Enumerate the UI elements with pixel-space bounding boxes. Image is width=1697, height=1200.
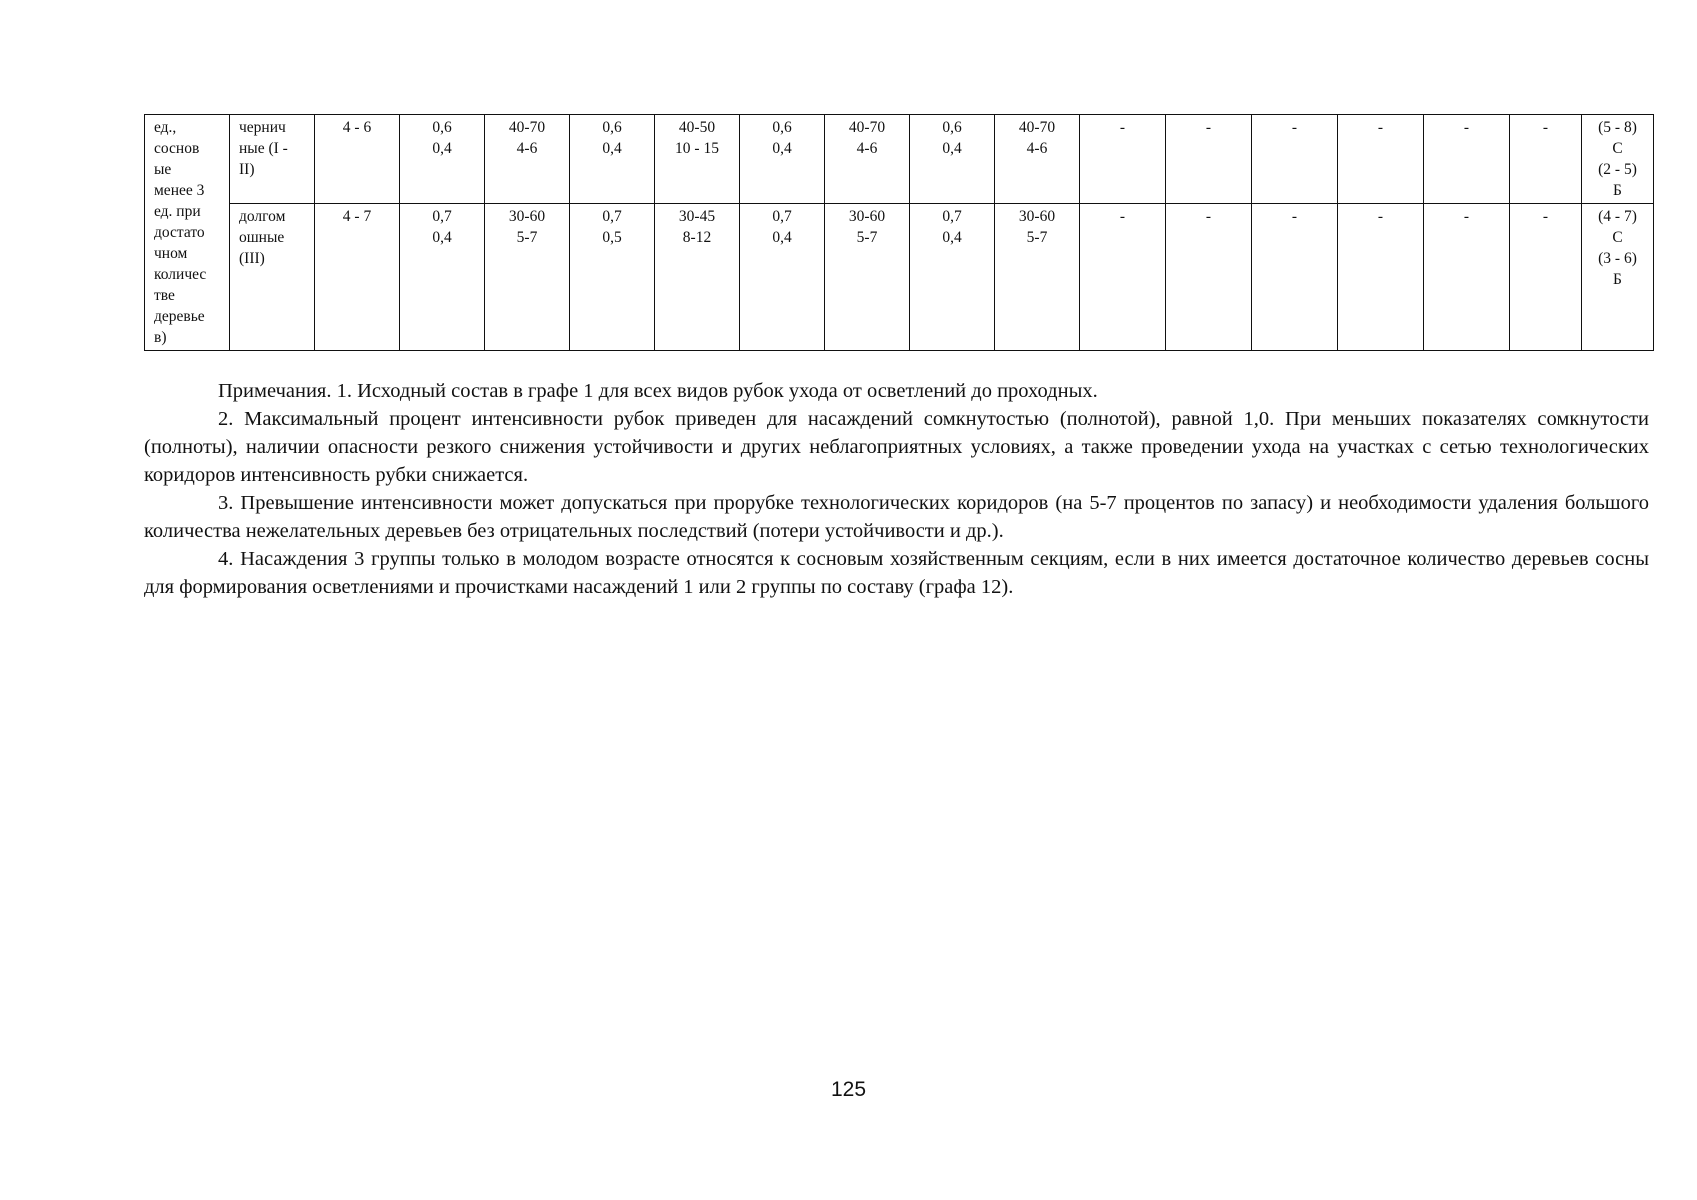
- dash-cell: [1080, 204, 1166, 351]
- group-cell-line: ед.,: [154, 119, 177, 136]
- forest-type-cell-line: II): [239, 161, 255, 178]
- thinning-table: [144, 114, 1654, 351]
- composition-cell-line: (3 - 6): [1598, 250, 1637, 268]
- composition-cell-line: Б: [1613, 182, 1622, 199]
- value-cell-c6-line: 0,6: [602, 119, 622, 136]
- value-cell-c9-line: 5-7: [856, 229, 878, 247]
- composition-cell-line: С: [1612, 229, 1623, 247]
- page-number: 125: [830, 1078, 867, 1101]
- value-cell-c6: [570, 204, 655, 351]
- value-cell-c11-line: 40-70: [1018, 119, 1056, 136]
- value-cell-c9-line: 40-70: [848, 119, 886, 136]
- table-row: [145, 204, 1654, 351]
- dash-cell-line: -: [1205, 208, 1212, 226]
- value-cell-c8-line: 0,7: [772, 208, 792, 226]
- composition-cell: [1582, 115, 1654, 204]
- value-cell-c6-line: 0,7: [602, 208, 622, 226]
- dash-cell: [1510, 115, 1582, 204]
- value-cell-c8: [740, 115, 825, 204]
- dash-cell-line: -: [1119, 208, 1126, 226]
- dash-cell: [1424, 115, 1510, 204]
- group-cell-line: менее 3: [154, 182, 205, 199]
- value-cell-c10: [910, 204, 995, 351]
- value-cell-c10-line: 0,6: [942, 119, 962, 136]
- group-cell-line: деревье: [154, 308, 205, 325]
- value-cell-c5-line: 30-60: [508, 208, 546, 226]
- dash-cell: [1338, 115, 1424, 204]
- value-cell-c4-line: 0,6: [432, 119, 452, 136]
- dash-cell: [1510, 204, 1582, 351]
- group-cell-line: в): [154, 329, 167, 346]
- value-cell-c7-line: 8-12: [682, 229, 712, 247]
- composition-cell-line: Б: [1613, 271, 1622, 289]
- value-cell-c4-line: 0,7: [432, 208, 452, 226]
- composition-cell-line: (5 - 8): [1598, 119, 1637, 136]
- value-cell-c3: [315, 115, 400, 204]
- forest-type-cell-line: ошные: [239, 229, 285, 247]
- note-paragraph-1: Примечания. 1. Исходный состав в графе 1 для всех видов рубок ухода от осветлений до проходных.: [218, 380, 1098, 402]
- value-cell-c8-line: 0,4: [772, 140, 792, 157]
- group-cell-line: достато: [154, 224, 205, 241]
- dash-cell: [1166, 115, 1252, 204]
- group-cell: [145, 115, 230, 351]
- dash-cell-line: -: [1119, 119, 1126, 136]
- dash-cell: [1166, 204, 1252, 351]
- dash-cell-line: -: [1291, 208, 1298, 226]
- dash-cell: [1338, 204, 1424, 351]
- dash-cell-line: -: [1377, 119, 1384, 136]
- value-cell-c5-line: 40-70: [508, 119, 546, 136]
- group-cell-line: количес: [154, 266, 207, 283]
- value-cell-c4-line: 0,4: [432, 140, 452, 157]
- value-cell-c4: [400, 204, 485, 351]
- composition-cell: [1582, 204, 1654, 351]
- value-cell-c5: [485, 115, 570, 204]
- value-cell-c3-line: 4 - 7: [342, 208, 372, 226]
- composition-cell-line: (4 - 7): [1598, 208, 1637, 226]
- dash-cell-line: -: [1205, 119, 1212, 136]
- value-cell-c5: [485, 204, 570, 351]
- forest-type-cell-line: ные (I -: [239, 140, 288, 157]
- group-cell-line: ед. при: [154, 203, 201, 220]
- value-cell-c4-line: 0,4: [432, 229, 452, 247]
- value-cell-c9-line: 30-60: [848, 208, 886, 226]
- value-cell-c3-line: 4 - 6: [342, 119, 372, 136]
- dash-cell-line: -: [1463, 119, 1470, 136]
- forest-type-cell-line: (III): [239, 250, 265, 268]
- forest-type-cell: [230, 204, 315, 351]
- value-cell-c9: [825, 115, 910, 204]
- value-cell-c7: [655, 115, 740, 204]
- composition-cell-line: С: [1612, 140, 1623, 157]
- value-cell-c7-line: 30-45: [678, 208, 716, 226]
- value-cell-c4: [400, 115, 485, 204]
- value-cell-c3: [315, 204, 400, 351]
- table-row: [145, 115, 1654, 204]
- group-cell-line: тве: [154, 287, 175, 304]
- value-cell-c5-line: 4-6: [516, 140, 538, 157]
- value-cell-c10: [910, 115, 995, 204]
- dash-cell-line: -: [1463, 208, 1470, 226]
- value-cell-c11: [995, 115, 1080, 204]
- value-cell-c7-line: 40-50: [678, 119, 716, 136]
- value-cell-c8: [740, 204, 825, 351]
- value-cell-c6-line: 0,4: [602, 140, 622, 157]
- value-cell-c10-line: 0,4: [942, 229, 962, 247]
- value-cell-c11-line: 5-7: [1026, 229, 1048, 247]
- table-body: [145, 115, 1654, 351]
- value-cell-c10-line: 0,4: [942, 140, 962, 157]
- forest-type-cell-line: чернич: [239, 119, 286, 136]
- notes-section: [144, 377, 1649, 601]
- note-paragraph-2: 2. Максимальный процент интенсивности рубок приведен для насаждений сомкнутостью (полнотой), равной 1,0. При меньших показателях сомкнутости (полноты), наличии опасности резкого снижения устойчивости и других неблагоприятных условиях, а также проведении ухода на участках с сетью технологических коридоров интенсивность рубки снижается.: [144, 408, 1649, 486]
- dash-cell-line: -: [1542, 208, 1549, 226]
- value-cell-c11-line: 30-60: [1018, 208, 1056, 226]
- dash-cell-line: -: [1291, 119, 1298, 136]
- value-cell-c11-line: 4-6: [1026, 140, 1048, 157]
- group-cell-line: чном: [154, 245, 188, 262]
- forest-type-cell-line: долгом: [239, 208, 286, 226]
- value-cell-c5-line: 5-7: [516, 229, 538, 247]
- composition-cell-line: (2 - 5): [1598, 161, 1637, 178]
- value-cell-c7: [655, 204, 740, 351]
- value-cell-c9: [825, 204, 910, 351]
- dash-cell-line: -: [1377, 208, 1384, 226]
- value-cell-c11: [995, 204, 1080, 351]
- value-cell-c6-line: 0,5: [602, 229, 622, 247]
- group-cell-line: соснов: [154, 140, 200, 157]
- dash-cell: [1080, 115, 1166, 204]
- value-cell-c10-line: 0,7: [942, 208, 962, 226]
- dash-cell: [1252, 204, 1338, 351]
- value-cell-c9-line: 4-6: [856, 140, 878, 157]
- group-cell-line: ые: [154, 161, 172, 178]
- value-cell-c8-line: 0,6: [772, 119, 792, 136]
- dash-cell: [1424, 204, 1510, 351]
- note-paragraph-4: 4. Насаждения 3 группы только в молодом возрасте относятся к сосновым хозяйственным секциям, если в них имеется достаточное количество деревьев сосны для формирования осветлениями и прочистками насаждений 1 или 2 группы по составу (графа 12).: [144, 548, 1649, 598]
- dash-cell-line: -: [1542, 119, 1549, 136]
- value-cell-c8-line: 0,4: [772, 229, 792, 247]
- note-paragraph-3: 3. Превышение интенсивности может допускаться при прорубке технологических коридоров (на 5-7 процентов по запасу) и необходимости удаления большого количества нежелательных деревьев без отрицательных последствий (потери устойчивости и др.).: [144, 492, 1649, 542]
- value-cell-c6: [570, 115, 655, 204]
- forest-type-cell: [230, 115, 315, 204]
- dash-cell: [1252, 115, 1338, 204]
- value-cell-c7-line: 10 - 15: [675, 140, 719, 157]
